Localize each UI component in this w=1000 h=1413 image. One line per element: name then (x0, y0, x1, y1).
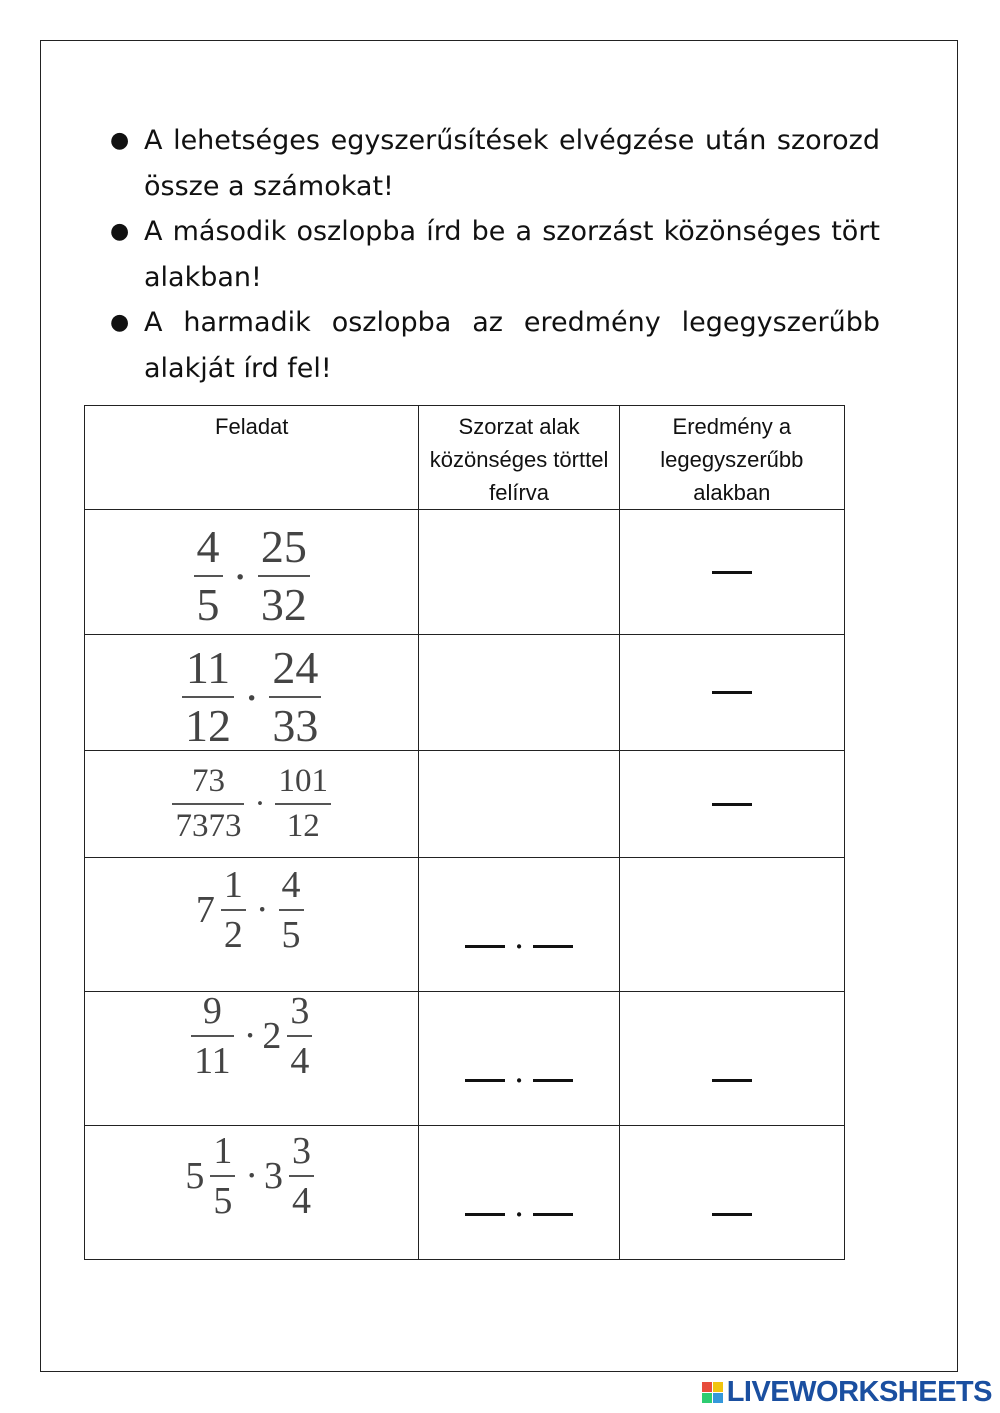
result-input-cell[interactable] (619, 858, 844, 992)
fraction (279, 866, 304, 954)
product-blank-template[interactable] (419, 1065, 618, 1095)
numerator: 101 (278, 763, 328, 799)
answer-blank[interactable] (533, 945, 573, 948)
numerator: 3 (292, 1130, 312, 1172)
fraction (172, 765, 244, 843)
result-input-cell[interactable] (619, 992, 844, 1126)
fraction (258, 521, 310, 630)
answer-blank[interactable] (465, 945, 505, 948)
numerator: 25 (260, 521, 307, 572)
numerator: 73 (191, 763, 225, 799)
answer-blank[interactable] (465, 1079, 505, 1082)
fraction-bar (191, 1035, 234, 1037)
instruction-item: ● A második oszlopba írd be a szorzást közönséges tört alakban! (108, 209, 880, 300)
numerator: 24 (272, 642, 319, 693)
denominator: 12 (185, 700, 232, 751)
result-input-cell[interactable] (619, 751, 844, 858)
fraction (287, 992, 312, 1080)
fraction (182, 642, 234, 751)
task-expression-cell (85, 992, 419, 1126)
table-row (85, 635, 845, 751)
product-blank-template[interactable] (419, 931, 618, 961)
whole-part: 2 (262, 1015, 282, 1057)
numerator: 3 (290, 990, 310, 1032)
logo-square (702, 1393, 712, 1403)
denominator: 5 (213, 1180, 233, 1222)
numerator: 1 (223, 864, 243, 906)
multiplication-expression (170, 642, 333, 751)
result-input-cell[interactable] (619, 510, 844, 635)
table-row (85, 1126, 845, 1260)
task-expression-cell (85, 858, 419, 992)
fraction-bar (258, 575, 310, 577)
fraction (269, 642, 321, 751)
numerator: 4 (281, 864, 301, 906)
multiply-dot: · (243, 1015, 257, 1057)
denominator: 5 (281, 914, 301, 956)
denominator: 4 (290, 1040, 310, 1082)
denominator: 2 (223, 914, 243, 956)
fraction (194, 521, 223, 630)
fraction-bar (210, 1175, 235, 1177)
product-form-input-cell[interactable] (419, 751, 619, 858)
fraction-bar (289, 1175, 314, 1177)
logo-square (702, 1382, 712, 1392)
multiply-dot: · (514, 931, 524, 961)
whole-part: 3 (264, 1155, 284, 1197)
fraction-bar (275, 803, 331, 805)
multiply-dot: · (245, 1155, 259, 1197)
product-form-input-cell[interactable] (419, 1126, 619, 1260)
table-row (85, 510, 845, 635)
header-task: Feladat (85, 406, 419, 510)
header-product-form: Szorzat alak közönséges törttel felírva (419, 406, 619, 510)
multiplication-expression (182, 521, 322, 630)
table-row (85, 992, 845, 1126)
bullet-icon: ● (110, 310, 130, 335)
table-header-row (85, 406, 845, 510)
multiplication-expression (188, 866, 316, 954)
logo-square (713, 1393, 723, 1403)
header-result: Eredmény a legegyszerűbb alakban (619, 406, 844, 510)
whole-part: 5 (185, 1155, 205, 1197)
fraction-bar (194, 575, 223, 577)
denominator: 32 (260, 579, 307, 630)
answer-blank[interactable] (712, 691, 752, 694)
denominator: 7373 (175, 808, 242, 844)
numerator: 11 (185, 642, 231, 693)
task-expression-cell (85, 510, 419, 635)
answer-blank[interactable] (712, 803, 752, 806)
multiplication-expression (177, 1132, 326, 1220)
fraction-bar (279, 909, 304, 911)
fraction (210, 1132, 235, 1220)
denominator: 12 (286, 808, 320, 844)
logo-mark-icon (702, 1382, 723, 1403)
fraction (221, 866, 246, 954)
product-form-input-cell[interactable] (419, 510, 619, 635)
fraction-bar (287, 1035, 312, 1037)
numerator: 9 (202, 990, 222, 1032)
multiply-dot: · (232, 550, 248, 602)
table-row (85, 751, 845, 858)
multiply-dot: · (244, 671, 260, 723)
fraction (191, 992, 234, 1080)
task-expression-cell (85, 635, 419, 751)
multiply-dot: · (514, 1199, 524, 1229)
bullet-icon: ● (110, 219, 130, 244)
answer-blank[interactable] (533, 1213, 573, 1216)
instructions-list (108, 118, 880, 391)
product-blank-template[interactable] (419, 1199, 618, 1229)
fraction (289, 1132, 314, 1220)
multiplication-expression (160, 765, 343, 843)
multiply-dot: · (254, 785, 266, 822)
fraction-bar (221, 909, 246, 911)
bullet-icon: ● (110, 128, 130, 153)
fraction-bar (182, 696, 234, 698)
fraction (275, 765, 331, 843)
numerator: 1 (213, 1130, 233, 1172)
whole-part: 7 (195, 889, 215, 931)
multiply-dot: · (514, 1065, 524, 1095)
result-input-cell[interactable] (619, 635, 844, 751)
product-form-input-cell[interactable] (419, 992, 619, 1126)
answer-blank[interactable] (533, 1079, 573, 1082)
task-expression-cell (85, 751, 419, 858)
answer-blank[interactable] (712, 1213, 752, 1216)
answer-blank[interactable] (465, 1213, 505, 1216)
multiplication-expression (179, 992, 324, 1080)
product-form-input-cell[interactable] (419, 635, 619, 751)
answer-blank[interactable] (712, 571, 752, 574)
task-expression-cell (85, 1126, 419, 1260)
liveworksheets-logo: LIVEWORKSHEETS (702, 1376, 992, 1409)
result-input-cell[interactable] (619, 1126, 844, 1260)
denominator: 4 (292, 1180, 312, 1222)
answer-blank[interactable] (712, 1079, 752, 1082)
multiply-dot: · (255, 889, 269, 931)
instruction-item: ● A lehetséges egyszerűsítések elvégzése után szorozd össze a számokat! (108, 118, 880, 209)
denominator: 33 (272, 700, 319, 751)
numerator: 4 (196, 521, 220, 572)
denominator: 5 (196, 579, 220, 630)
instruction-item: ● A harmadik oszlopba az eredmény legegyszerűbb alakját írd fel! (108, 300, 880, 391)
logo-square (713, 1382, 723, 1392)
table-row (85, 858, 845, 992)
task-table (84, 405, 845, 1260)
denominator: 11 (194, 1040, 231, 1082)
fraction-bar (269, 696, 321, 698)
product-form-input-cell[interactable] (419, 858, 619, 992)
fraction-bar (172, 803, 244, 805)
